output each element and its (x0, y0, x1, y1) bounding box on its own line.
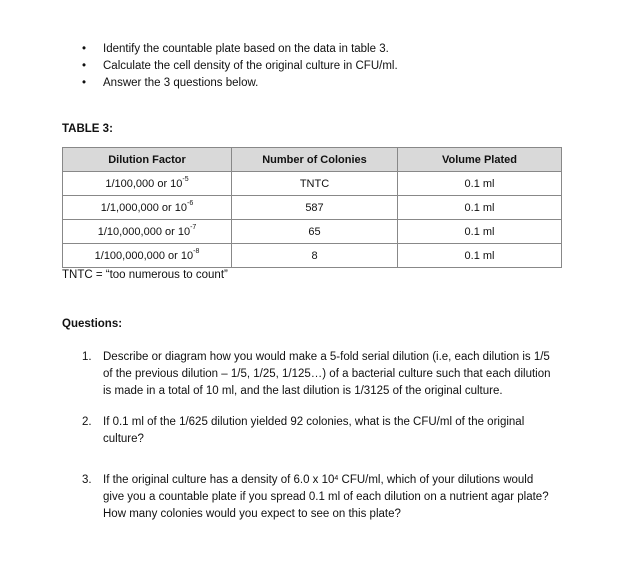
table-row: 1/1,000,000 or $10^{-6}$ 587 0.1 ml (63, 196, 562, 220)
table-note: TNTC = “too numerous to count” (62, 269, 228, 281)
table-title: TABLE 3: (62, 123, 113, 135)
question-1: 1. Describe or diagram how you would make a 5-fold serial dilution (i.e, each dilution is 1/5 of the previous dilution – 1/5, 1/25, 1/125…) of a bacterial culture such that each dilution is made in a total of 10 ml, and the last dilution is 1/3125 of the original culture. (82, 351, 551, 397)
column-header: Number of Colonies (232, 148, 398, 172)
document-page: • Identify the countable plate based on the data in table 3. • Calculate the cell density of the original culture in CFU/ml. • Answer the 3 questions below. TABLE 3: Dilution Factor Number of Colonies Volume Plated 1/100,000 or $10^{-5}$ TNTC 0.1 ml 1/1,000,000 or $10^{-6}$ 587 0.1 ml 1/10,000,000 or $10^{-7}$ 65 0.1 ml 1/100,000,000 or $10^{-8}$ 8 0.1 ml TNTC = “too numerous to count” Questions: 1. Describe or diagram how you would make a 5-fold serial dilution (i.e, each dilution is 1/5 of the previous dilution – 1/5, 1/25, 1/125…) of a bacterial culture such that each dilution is made in a total of 10 ml, and the last dilution is 1/3125 of the original culture. 2. If 0.1 ml of the 1/625 dilution yielded 92 colonies, what is the CFU/ml of the original culture? 3. If the original culture has a density of 6.0 x $10^4$ CFU/ml, which of your dilutions would give you a countable plate if you spread 0.1 ml of each dilution on a nutrient agar plate? How many colonies would you expect to see on this plate? (0, 0, 617, 579)
column-header: Volume Plated (398, 148, 562, 172)
table-row: 1/10,000,000 or $10^{-7}$ 65 0.1 ml (63, 220, 562, 244)
table-row: 1/100,000,000 or $10^{-8}$ 8 0.1 ml (63, 244, 562, 268)
column-header: Dilution Factor (63, 148, 232, 172)
question-2: 2. If 0.1 ml of the 1/625 dilution yielded 92 colonies, what is the CFU/ml of the original culture? (82, 416, 525, 445)
questions-heading: Questions: (62, 318, 123, 330)
table-header-row (63, 148, 562, 172)
table-row: 1/100,000 or $10^{-5}$ TNTC 0.1 ml (63, 172, 562, 196)
question-3: 3. If the original culture has a density of 6.0 x $10^4$ CFU/ml, which of your dilutions would give you a countable plate if you spread 0.1 ml of each dilution on a nutrient agar plate? How many colonies would you expect to see on this plate? (82, 474, 549, 520)
dilution-table (62, 147, 562, 268)
